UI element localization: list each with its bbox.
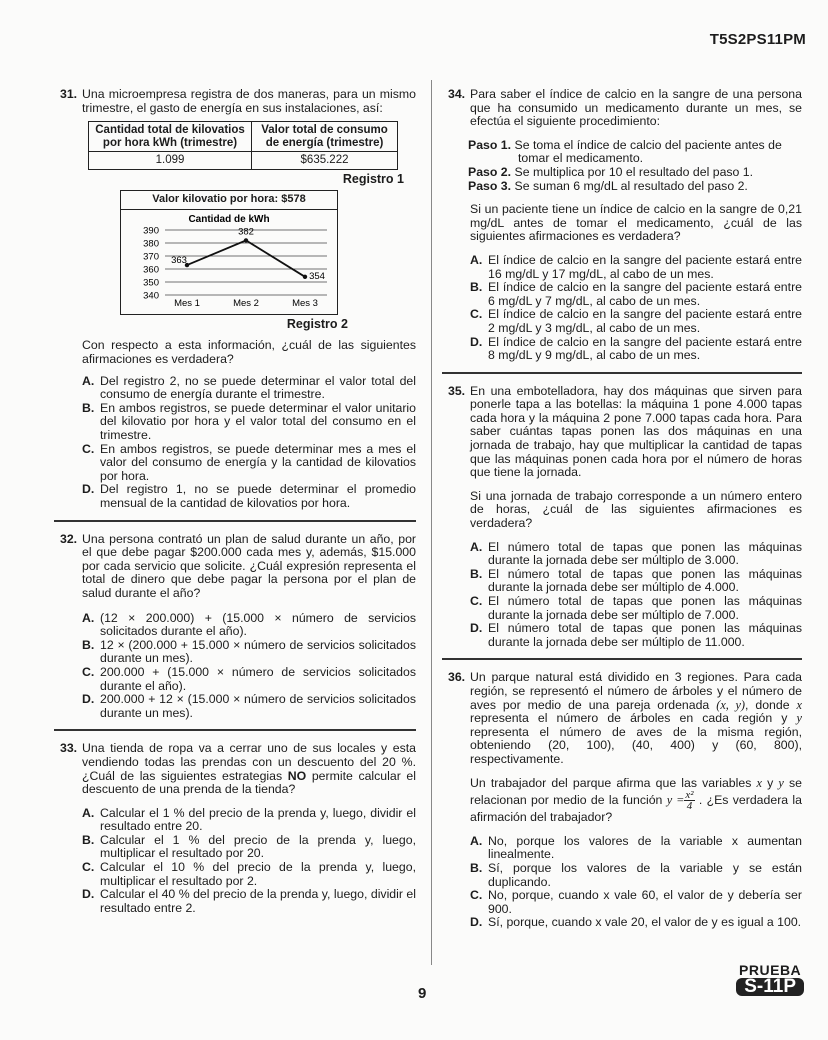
question-stem: Una persona contrató un plan de salud durante un año, por el que debe pagar $200.000 cada mes y, además, $15.000 por cada servicio que solicite. ¿Cuál expresión representa el total de dinero que debe pagar la persona por el plan de salud durante el año? — [82, 531, 416, 600]
question-number: 36. — [448, 670, 466, 685]
question-35 — [448, 385, 802, 480]
x-tick-label: Mes 2 — [233, 297, 259, 309]
question-36 — [448, 671, 802, 766]
test-badge — [736, 961, 804, 998]
option-b[interactable]: B. Sí, porque los valores de la variable y se están duplicando. — [470, 860, 802, 889]
section-divider — [54, 520, 416, 522]
section-divider — [442, 658, 802, 660]
question-prompt: Si una jornada de trabajo corresponde a un número entero de horas, ¿cuál de las siguientes afirmaciones es verdadera? — [470, 488, 802, 531]
option-c[interactable]: C. 200.000 + (15.000 × número de servicios solicitados durante el año). — [82, 664, 416, 693]
y-tick-label: 340 — [143, 290, 159, 302]
step-1: Paso 1. Se toma el índice de calcio del paciente antes de tomar el medicamento. — [468, 137, 782, 166]
data-label: 382 — [238, 226, 254, 238]
option-d[interactable]: D. 200.000 + 12 × (15.000 × número de servicios solicitados durante un mes). — [82, 692, 416, 720]
option-b[interactable]: B. 12 × (200.000 + 15.000 × número de servicios solicitados durante un mes). — [82, 637, 416, 666]
data-label: 354 — [309, 270, 325, 282]
option-b[interactable]: B. El número total de tapas que ponen las máquinas durante la jornada debe ser múltiplo de 4.000. — [470, 566, 802, 595]
option-a[interactable]: A. Calcular el 1 % del precio de la prenda y, luego, dividir el resultado entre 20. — [82, 805, 416, 834]
badge-label: PRUEBA — [739, 961, 802, 978]
y-tick-label: 380 — [143, 238, 159, 250]
question-31 — [60, 88, 416, 115]
y-tick-label: 390 — [143, 225, 159, 237]
question-prompt: Con respecto a esta información, ¿cuál de las siguientes afirmaciones es verdadera? — [82, 338, 416, 367]
option-a[interactable]: A. El índice de calcio en la sangre del paciente estará entre 16 mg/dL y 17 mg/dL, al cabo de un mes. — [470, 252, 802, 281]
column-divider — [431, 80, 432, 965]
option-a[interactable]: A. El número total de tapas que ponen las máquinas durante la jornada debe ser múltiplo de 3.000. — [470, 539, 802, 568]
table-header: Cantidad total de kilovatios por hora kWh (trimestre) — [89, 122, 252, 152]
y-tick-label: 370 — [143, 251, 159, 263]
question-stem: Una tienda de ropa va a cerrar uno de sus locales y esta vendiendo todas las prendas con un descuento del 20 %. ¿Cuál de las siguientes estrategias NO permite calcular el descuento de una prenda de la tienda? — [82, 741, 416, 797]
question-33 — [60, 742, 416, 796]
options-31 — [60, 375, 416, 511]
options-32 — [60, 612, 416, 721]
option-a[interactable]: A. Del registro 2, no se puede determinar el valor total del consumo de energía durante el trimestre. — [82, 373, 416, 402]
registro-1-label: Registro 1 — [342, 171, 404, 186]
right-column — [448, 88, 802, 930]
table-cell: 1.099 — [89, 152, 252, 170]
option-d[interactable]: D. Del registro 1, no se puede determinar el promedio mensual de la cantidad de kilovatios por hora. — [82, 482, 416, 510]
line-chart — [121, 210, 337, 314]
option-a[interactable]: A. No, porque los valores de la variable x aumentan linealmente. — [470, 833, 802, 862]
question-number: 31. — [60, 87, 78, 101]
data-point — [303, 274, 307, 278]
question-stem: Para saber el índice de calcio en la sangre de una persona que ha consumido un medicamento durante un mes, se efectúa el siguiente procedimiento: — [470, 87, 802, 129]
section-divider — [442, 372, 802, 374]
question-number: 33. — [60, 741, 78, 756]
option-c[interactable]: C. El índice de calcio en la sangre del paciente estará entre 2 mg/dL y 3 mg/dL, al cabo de un mes. — [470, 307, 802, 335]
x-tick-label: Mes 1 — [174, 297, 200, 309]
option-b[interactable]: B. En ambos registros, se puede determinar el valor unitario del kilovatio por hora y el valor total del consumo en el trimestre. — [82, 400, 416, 443]
question-stem: Una microempresa registra de dos maneras, para un mismo trimestre, el gasto de energía en sus instalaciones, así: — [82, 87, 416, 115]
y-tick-label: 360 — [143, 264, 159, 276]
y-tick-label: 350 — [143, 277, 159, 289]
question-stem: En una embotelladora, hay dos máquinas que sirven para ponerle tapa a las botellas: la máquina 1 pone 4.000 tapas cada hora y la máquina 2 pone 7.000 tapas cada hora. Para saber cuántas tapas ponen las dos máquinas en una jornada de trabajo, hay que multiplicar la cantidad de tapas que las máquinas ponen cada hora por el número de horas que tiene la jornada. — [470, 383, 802, 480]
option-d[interactable]: D. Sí, porque, cuando x vale 20, el valor de y es igual a 100. — [470, 915, 802, 930]
option-d[interactable]: D. Calcular el 40 % del precio de la prenda y, luego, dividir el resultado entre 2. — [82, 887, 416, 915]
data-line — [187, 240, 305, 276]
chart-box-title: Valor kilovatio por hora: $578 — [121, 191, 337, 210]
registro-2-label: Registro 2 — [286, 316, 348, 331]
step-2: Paso 2. Se multiplica por 10 el resultado del paso 1. — [468, 164, 754, 179]
registro-1-table — [88, 121, 398, 170]
question-number: 34. — [448, 87, 466, 101]
option-c[interactable]: C. No, porque, cuando x vale 60, el valor de y debería ser 900. — [470, 888, 802, 916]
table-cell: $635.222 — [252, 152, 398, 170]
x-tick-label: Mes 3 — [292, 297, 318, 309]
option-a[interactable]: A. (12 × 200.000) + (15.000 × número de servicios solicitados durante el año). — [82, 610, 416, 639]
option-c[interactable]: C. El número total de tapas que ponen las máquinas durante la jornada debe ser múltiplo de 7.000. — [470, 594, 802, 622]
chart-title: Cantidad de kWh — [188, 213, 270, 225]
procedure-steps — [448, 139, 802, 193]
page-number: 9 — [418, 985, 427, 1002]
option-c[interactable]: C. En ambos registros, se puede determinar mes a mes el valor del consumo de energía y la cantidad de kilovatios por hora. — [82, 441, 416, 483]
option-c[interactable]: C. Calcular el 10 % del precio de la prenda y, luego, multiplicar el resultado por 2. — [82, 860, 416, 888]
registro-2-chart — [120, 190, 338, 315]
left-column — [60, 88, 416, 915]
data-point — [244, 238, 248, 242]
options-33 — [60, 807, 416, 916]
badge-code: S-11P — [736, 978, 804, 996]
options-36 — [448, 835, 802, 930]
question-stem: Un parque natural está dividido en 3 regiones. Para cada región, se representó el número de árboles y el número de aves por medio de una pareja ordenada (x, y), donde x representa el número de árboles en cada región y y representa el número de aves de la misma región, obteniendo (20, 100), (40, 400) y (60, 800), respectivamente. — [470, 670, 802, 766]
question-prompt: Si un paciente tiene un índice de calcio en la sangre de 0,21 mg/dL antes de tomar el medicamento, ¿cuál de las siguientes afirmaciones es verdadera? — [470, 202, 802, 244]
step-3: Paso 3. Se suman 6 mg/dL al resultado del paso 2. — [468, 178, 748, 193]
function-fraction: $\frac{\text{x²}}{4}$ — [685, 789, 694, 813]
question-number: 32. — [60, 531, 78, 546]
test-code: T5S2PS11PM — [709, 31, 806, 48]
option-b[interactable]: B. Calcular el 1 % del precio de la prenda y, luego, multiplicar el resultado por 20. — [82, 832, 416, 861]
options-34 — [448, 254, 802, 363]
data-label: 363 — [171, 254, 187, 266]
option-b[interactable]: B. El índice de calcio en la sangre del paciente estará entre 6 mg/dL y 7 mg/dL, al cabo de un mes. — [470, 280, 802, 308]
question-34 — [448, 88, 802, 129]
table-header: Valor total de consumo de energía (trimestre) — [252, 122, 398, 152]
question-32 — [60, 533, 416, 601]
options-35 — [448, 541, 802, 650]
section-divider — [54, 729, 416, 731]
option-d[interactable]: D. El número total de tapas que ponen las máquinas durante la jornada debe ser múltiplo de 11.000. — [470, 621, 802, 649]
option-d[interactable]: D. El índice de calcio en la sangre del paciente estará entre 8 mg/dL y 9 mg/dL, al cabo de un mes. — [470, 334, 802, 363]
question-number: 35. — [448, 383, 466, 398]
question-prompt: Un trabajador del parque afirma que las variables x y y se relacionan por medio de la función y = $\frac{\text{x²}}{4}$ . ¿Es verdadera la afirmación del trabajador? — [470, 775, 802, 825]
